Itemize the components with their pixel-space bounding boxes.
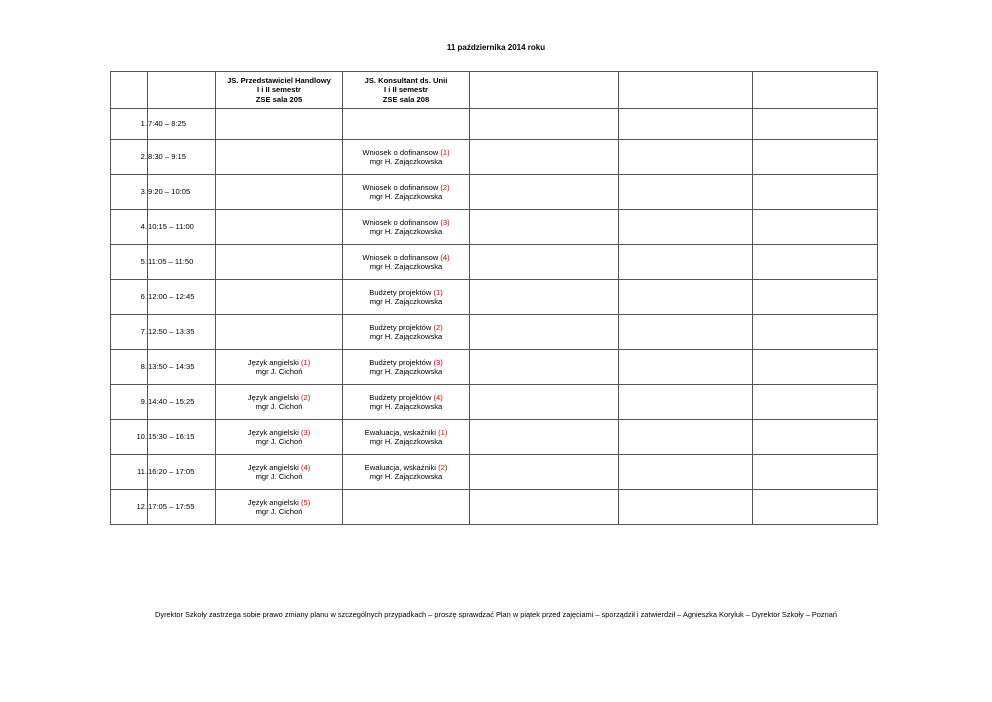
lesson-subject-text: Ewaluacja, wskaźniki <box>364 427 439 437</box>
empty-cell <box>619 420 753 455</box>
lesson-teacher: mgr J. Cichoń <box>255 507 303 516</box>
column-a-room: ZSE sala 205 <box>255 94 303 104</box>
lesson-subject <box>343 428 469 437</box>
footer-note: Dyrektor Szkoły zastrzega sobie prawo zmiany planu w szczególnych przypadkach – proszę sprawdzać Plan w piątek przed zajęciami – sporządził i zatwierdził – Agnieszka Koryluk – Dyrektor Szkoły – Poznań <box>155 610 837 619</box>
empty-cell <box>753 210 878 245</box>
empty-cell <box>619 280 753 315</box>
table-row <box>111 420 878 455</box>
lesson-cell-a <box>216 490 343 525</box>
table-row <box>111 315 878 350</box>
empty-cell <box>753 245 878 280</box>
lesson-subject-text: Wniosek o dofinansow <box>362 252 441 262</box>
empty-cell <box>753 109 878 140</box>
page-title: 11 października 2014 roku <box>446 43 546 52</box>
lesson-cell-b <box>343 140 470 175</box>
lesson-cell-a <box>216 420 343 455</box>
lesson-subject <box>343 288 469 297</box>
header-empty-cell <box>470 72 619 109</box>
empty-cell <box>470 350 619 385</box>
lesson-sequence-number: (2) <box>300 392 311 402</box>
lesson-cell-b <box>343 455 470 490</box>
header-time-cell <box>148 72 216 109</box>
lesson-time-cell: 14:40 – 15:25 <box>148 385 216 420</box>
table-row <box>111 350 878 385</box>
lesson-cell-b <box>343 245 470 280</box>
empty-cell <box>753 315 878 350</box>
column-a-title: JS. Przedstawiciel Handlowy <box>227 75 331 85</box>
lesson-sequence-number: (2) <box>438 462 448 472</box>
lesson-subject-text: Język angielski <box>247 497 301 507</box>
lesson-cell-a <box>216 455 343 490</box>
lesson-teacher: mgr H. Zajączkowska <box>369 472 443 481</box>
lesson-subject <box>343 393 469 402</box>
lesson-number-cell: 5. <box>111 245 148 280</box>
empty-cell <box>619 315 753 350</box>
empty-cell <box>753 385 878 420</box>
lesson-time-cell: 8:30 – 9:15 <box>148 140 216 175</box>
empty-cell <box>619 175 753 210</box>
empty-cell <box>753 420 878 455</box>
lesson-subject-text: Ewaluacja, wskaźniki <box>364 462 439 472</box>
lesson-cell-a <box>216 385 343 420</box>
lesson-time-cell: 16:20 – 17:05 <box>148 455 216 490</box>
empty-cell <box>470 245 619 280</box>
lesson-sequence-number: (3) <box>433 357 443 367</box>
lesson-cell-a <box>216 140 343 175</box>
empty-cell <box>619 385 753 420</box>
lesson-number-cell: 3. <box>111 175 148 210</box>
lesson-time-cell: 10:15 – 11:00 <box>148 210 216 245</box>
empty-cell <box>619 455 753 490</box>
table-row <box>111 490 878 525</box>
empty-cell <box>470 490 619 525</box>
lesson-subject <box>216 393 342 402</box>
lesson-cell-b <box>343 385 470 420</box>
lesson-subject <box>216 358 342 367</box>
empty-cell <box>470 420 619 455</box>
lesson-teacher: mgr H. Zajączkowska <box>369 297 443 306</box>
lesson-number-cell: 2. <box>111 140 148 175</box>
lesson-sequence-number: (4) <box>433 392 443 402</box>
lesson-subject-text: Język angielski <box>247 357 301 367</box>
lesson-cell-b <box>343 175 470 210</box>
lesson-cell-b <box>343 210 470 245</box>
empty-cell <box>619 245 753 280</box>
empty-cell <box>619 140 753 175</box>
header-num-cell <box>111 72 148 109</box>
column-b-semester: I i II semestr <box>384 85 428 95</box>
empty-cell <box>753 280 878 315</box>
empty-cell <box>470 280 619 315</box>
lesson-number-cell: 11. <box>111 455 148 490</box>
lesson-cell-a <box>216 280 343 315</box>
lesson-number-cell: 10. <box>111 420 148 455</box>
lesson-sequence-number: (1) <box>433 287 443 297</box>
column-b-title: JS. Konsultant ds. Unii <box>364 75 448 85</box>
lesson-teacher: mgr H. Zajączkowska <box>369 192 443 201</box>
lesson-sequence-number: (4) <box>440 252 450 262</box>
lesson-subject <box>216 498 342 507</box>
lesson-teacher: mgr H. Zajączkowska <box>369 367 443 376</box>
lesson-subject-text: Język angielski <box>247 427 301 437</box>
lesson-subject-text: Język angielski <box>247 392 301 402</box>
empty-cell <box>619 210 753 245</box>
empty-cell <box>619 350 753 385</box>
lesson-number-cell: 7. <box>111 315 148 350</box>
lesson-sequence-number: (3) <box>300 427 311 437</box>
empty-cell <box>470 175 619 210</box>
lesson-cell-b <box>343 109 470 140</box>
lesson-subject-text: Język angielski <box>247 462 301 472</box>
lesson-time-cell: 12:50 – 13:35 <box>148 315 216 350</box>
lesson-teacher: mgr H. Zajączkowska <box>369 332 443 341</box>
lesson-cell-a <box>216 175 343 210</box>
lesson-number-cell: 9. <box>111 385 148 420</box>
lesson-cell-a <box>216 315 343 350</box>
empty-cell <box>470 140 619 175</box>
lesson-cell-b <box>343 280 470 315</box>
lesson-cell-a <box>216 210 343 245</box>
column-b-room: ZSE sala 208 <box>382 94 430 104</box>
lesson-time-cell: 17:05 – 17:55 <box>148 490 216 525</box>
lesson-sequence-number: (5) <box>300 497 311 507</box>
lesson-subject <box>343 148 469 157</box>
lesson-cell-b <box>343 420 470 455</box>
lesson-subject <box>343 463 469 472</box>
lesson-teacher: mgr H. Zajączkowska <box>369 227 443 236</box>
lesson-time-cell: 9:20 – 10:05 <box>148 175 216 210</box>
lesson-subject-text: Wniosek o dofinansow <box>362 147 441 157</box>
lesson-teacher: mgr J. Cichoń <box>255 472 303 481</box>
empty-cell <box>619 490 753 525</box>
lesson-teacher: mgr J. Cichoń <box>255 437 303 446</box>
lesson-subject <box>343 358 469 367</box>
lesson-teacher: mgr J. Cichoń <box>255 367 303 376</box>
table-row <box>111 109 878 140</box>
lesson-subject-text: Budżety projektów <box>369 322 434 332</box>
empty-cell <box>753 490 878 525</box>
lesson-teacher: mgr H. Zajączkowska <box>369 157 443 166</box>
table-row <box>111 175 878 210</box>
empty-cell <box>470 210 619 245</box>
table-row <box>111 140 878 175</box>
lesson-cell-a <box>216 350 343 385</box>
lesson-teacher: mgr H. Zajączkowska <box>369 437 443 446</box>
lesson-subject-text: Wniosek o dofinansow <box>362 217 441 227</box>
lesson-time-cell: 15:30 – 16:15 <box>148 420 216 455</box>
lesson-teacher: mgr H. Zajączkowska <box>369 262 443 271</box>
empty-cell <box>470 385 619 420</box>
lesson-teacher: mgr J. Cichoń <box>255 402 303 411</box>
empty-cell <box>470 455 619 490</box>
lesson-sequence-number: (2) <box>433 322 443 332</box>
header-column-a <box>216 72 343 109</box>
lesson-number-cell: 6. <box>111 280 148 315</box>
empty-cell <box>753 350 878 385</box>
lesson-subject <box>343 218 469 227</box>
lesson-cell-b <box>343 350 470 385</box>
lesson-teacher: mgr H. Zajączkowska <box>369 402 443 411</box>
empty-cell <box>753 140 878 175</box>
lesson-cell-a <box>216 245 343 280</box>
table-row <box>111 210 878 245</box>
table-row <box>111 385 878 420</box>
header-empty-cell <box>753 72 878 109</box>
lesson-subject-text: Budżety projektów <box>369 392 434 402</box>
header-column-b <box>343 72 470 109</box>
lesson-number-cell: 12. <box>111 490 148 525</box>
header-row <box>111 72 878 109</box>
lesson-sequence-number: (3) <box>440 217 450 227</box>
lesson-cell-b <box>343 315 470 350</box>
empty-cell <box>753 175 878 210</box>
empty-cell <box>753 455 878 490</box>
table-row <box>111 245 878 280</box>
lesson-subject-text: Wniosek o dofinansow <box>362 182 441 192</box>
lesson-sequence-number: (4) <box>300 462 311 472</box>
lesson-number-cell: 4. <box>111 210 148 245</box>
lesson-time-cell: 12:00 – 12:45 <box>148 280 216 315</box>
lesson-subject <box>216 463 342 472</box>
header-empty-cell <box>619 72 753 109</box>
empty-cell <box>619 109 753 140</box>
table-row <box>111 455 878 490</box>
empty-cell <box>470 109 619 140</box>
lesson-sequence-number: (2) <box>440 182 450 192</box>
lesson-sequence-number: (1) <box>300 357 311 367</box>
lesson-subject <box>343 183 469 192</box>
empty-cell <box>470 315 619 350</box>
lesson-sequence-number: (1) <box>438 427 448 437</box>
lesson-number-cell: 8. <box>111 350 148 385</box>
table-row <box>111 280 878 315</box>
lesson-subject-text: Budżety projektów <box>369 287 434 297</box>
lesson-sequence-number: (1) <box>440 147 450 157</box>
lesson-subject <box>216 428 342 437</box>
lesson-time-cell: 11:05 – 11:50 <box>148 245 216 280</box>
lesson-subject <box>343 323 469 332</box>
lesson-subject <box>343 253 469 262</box>
lesson-cell-b <box>343 490 470 525</box>
lesson-number-cell: 1. <box>111 109 148 140</box>
schedule-table <box>110 71 878 525</box>
column-a-semester: I i II semestr <box>257 85 301 95</box>
lesson-time-cell: 13:50 – 14:35 <box>148 350 216 385</box>
lesson-cell-a <box>216 109 343 140</box>
lesson-time-cell: 7:40 – 8:25 <box>148 109 216 140</box>
lesson-subject-text: Budżety projektów <box>369 357 434 367</box>
